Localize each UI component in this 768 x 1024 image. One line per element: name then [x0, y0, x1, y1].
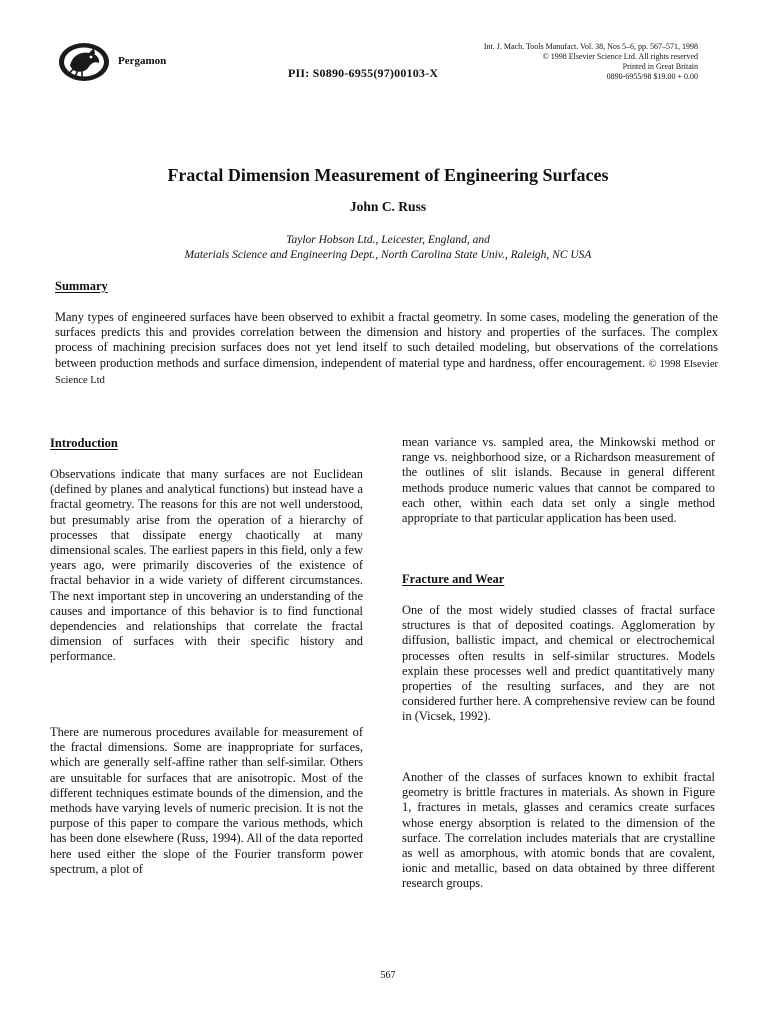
summary-body: Many types of engineered surfaces have been observed to exhibit a fractal geometry. In some cases, modeling the generation of the surfaces predicts this and provides correlation between the dimension and history and properties of the surfaces. The complex process of machining precision surfaces does not yet lend itself to such detailed modeling, but observations of the correlations between production methods and surface dimension, independent of material type and hardness, offer encouragement. — [55, 310, 718, 370]
journal-citation: Int. J. Mach. Tools Manufact. Vol. 38, Nos 5–6, pp. 567–571, 1998 — [483, 42, 698, 51]
intro-para-2-text: There are numerous procedures available for measurement of the fractal dimensions. Some are inappropriate for surfaces, which are generally self-affine rather than self-similar. Others are unsuitable for surfaces that are anisotropic. Most of the different techniques estimate bounds of the dimension, and the methods have varying levels of numeric precision. It is not the purpose of this paper to compare the various methods, which has been done elsewhere (Russ, 1994). All of the data reported here used either the slope of the Fourier transform power spectrum, a plot of — [50, 725, 363, 876]
methods-continuation-paragraph — [402, 435, 715, 526]
affiliation-line-2: Materials Science and Engineering Dept., North Carolina State Univ., Raleigh, NC USA — [184, 249, 592, 261]
paper-author: John C. Russ — [349, 199, 427, 214]
journal-copyright: © 1998 Elsevier Science Ltd. All rights reserved — [542, 52, 698, 61]
publisher-name: Pergamon — [118, 55, 167, 67]
fracture-paragraph-2 — [402, 770, 715, 892]
intro-para-1-text: Observations indicate that many surfaces are not Euclidean (defined by planes and analytical functions) but instead have a fractal geometry. The reasons for this are not well understood, but presumably arise from the operation of a hierarchy of processes that dissipate energy chaotically at many dimensional scales. The earliest papers in this field, only a few years ago, were primarily discoveries of the existence of fractal behavior in a wide variety of different circumstances. The next important step in uncovering an understanding of the causes and importance of this behavior is to find functional dependencies and relationships that correlate the fractal dimension of surfaces with their specific history and performance. — [50, 467, 363, 664]
fracture-wear-heading: Fracture and Wear — [402, 572, 505, 586]
pergamon-logo-icon — [58, 42, 110, 82]
journal-info — [388, 42, 698, 82]
journal-issn: 0890-6955/98 $19.00 + 0.00 — [606, 72, 698, 81]
fracture-para-1-text: One of the most widely studied classes of fractal surface structures is that of deposited coatings. Agglomeration by diffusion, ballistic impact, and chemical or electrochemical processes often results in self-similar structures. Models explain these processes well and predict quantitatively many properties of the resulting surfaces, and they are not considered further here. A comprehensive review can be found in (Vicsek, 1992). — [402, 603, 715, 724]
journal-printed: Printed in Great Britain — [622, 62, 698, 71]
fracture-para-2-text: Another of the classes of surfaces known to exhibit fractal geometry is brittle fractures in materials. As shown in Figure 1, fractures in metals, glasses and ceramics create surfaces whose energy absorption is related to the dimension of the surface. The correlation includes materials that are crystalline as well as amorphous, with atomic bonds that are covalent, ionic and metallic, based on data obtained by three different research groups. — [402, 770, 715, 891]
page-number: 567 — [380, 970, 396, 981]
continuation-text: mean variance vs. sampled area, the Minkowski method or range vs. neighborhood size, or a Richardson measurement of the outlines of slit islands. Because in general different methods produce numeric values that cannot be compared to each other, within each data set only a single method appropriate to that particular application has been used. — [402, 435, 715, 526]
pii-identifier: PII: S0890-6955(97)00103-X — [288, 66, 439, 80]
introduction-paragraph-2 — [50, 725, 363, 877]
affiliation-line-1: Taylor Hobson Ltd., Leicester, England, and — [286, 234, 490, 246]
summary-heading: Summary — [55, 279, 108, 293]
summary-paragraph — [55, 310, 718, 388]
paper-title: Fractal Dimension Measurement of Engineering Surfaces — [167, 165, 609, 185]
fracture-paragraph-1 — [402, 603, 715, 725]
introduction-paragraph-1 — [50, 467, 363, 665]
introduction-heading: Introduction — [50, 436, 118, 450]
summary-copyright: © 1998 Elsevier Science Ltd — [55, 358, 718, 386]
